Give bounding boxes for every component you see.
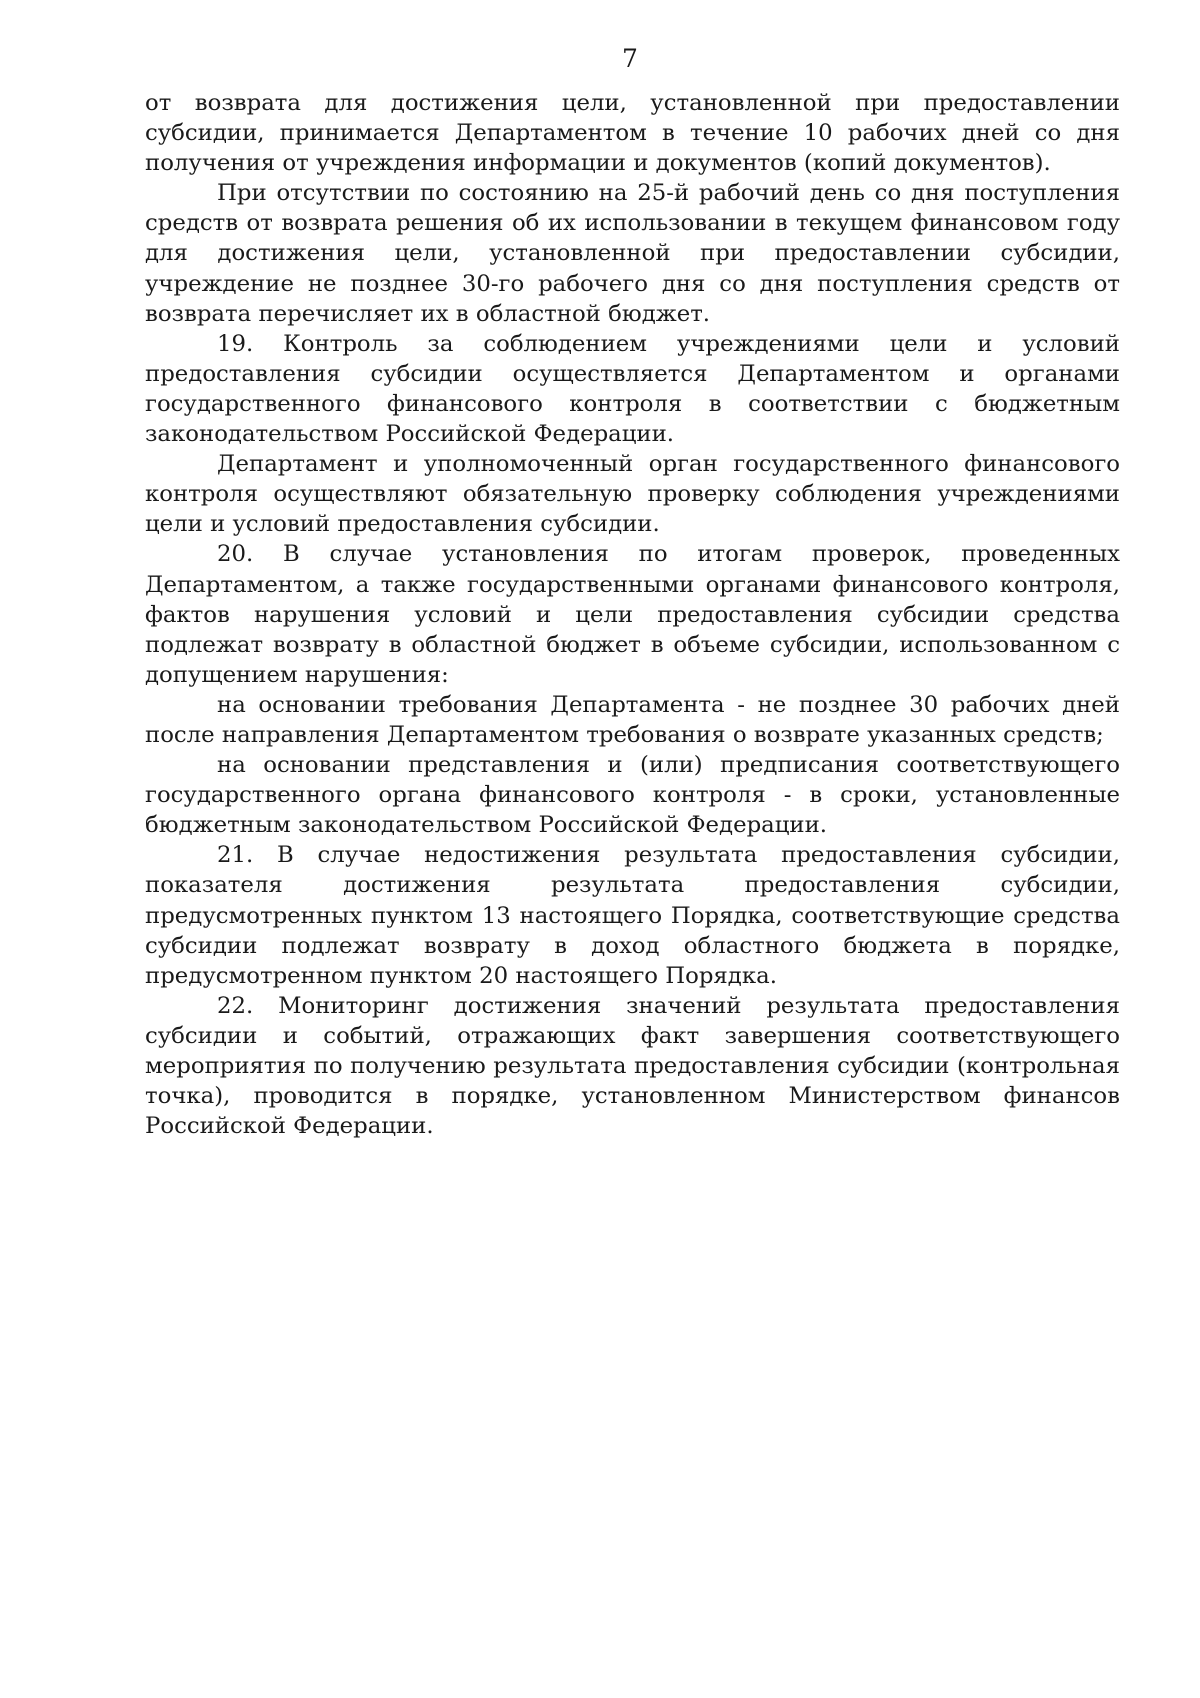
paragraph: на основании требования Департамента - не позднее 30 рабочих дней после направления Департаментом требования о возврате указанных средств;	[145, 691, 1120, 748]
paragraph: При отсутствии по состоянию на 25-й рабочий день со дня поступления средств от возврата решения об их использовании в текущем финансовом году для достижения цели, установленной при предоставлении субсидии, учреждение не позднее 30-го рабочего дня со дня поступления средств от возврата перечисляет их в областной бюджет.	[145, 180, 1120, 327]
paragraph: от возврата для достижения цели, установленной при предоставлении субсидии, принимается Департаментом в течение 10 рабочих дней со дня получения от учреждения информации и документов (копий документов).	[145, 90, 1120, 177]
paragraph-item-21: 21. В случае недостижения результата предоставления субсидии, показателя достижения результата предоставления субсидии, предусмотренных пунктом 13 настоящего Порядка, соответствующие средства субсидии подлежат возврату в доход областного бюджета в порядке, предусмотренном пунктом 20 настоящего Порядка.	[145, 842, 1120, 989]
paragraph-item-19: 19. Контроль за соблюдением учреждениями цели и условий предоставления субсидии осуществляется Департаментом и органами государственного финансового контроля в соответствии с бюджетным законодательством Российской Федерации.	[145, 330, 1120, 448]
paragraph: на основании представления и (или) предписания соответствующего государственного органа финансового контроля - в сроки, установленные бюджетным законодательством Российской Федерации.	[145, 752, 1120, 839]
page-number: 7	[622, 44, 638, 73]
paragraph: Департамент и уполномоченный орган государственного финансового контроля осуществляют обязательную проверку соблюдения учреждениями цели и условий предоставления субсидии.	[145, 451, 1120, 538]
document-body	[145, 88, 1120, 1141]
paragraph-item-20: 20. В случае установления по итогам проверок, проведенных Департаментом, а также государственными органами финансового контроля, фактов нарушения условий и цели предоставления субсидии средства подлежат возврату в областной бюджет в объеме субсидии, использованном с допущением нарушения:	[145, 541, 1120, 688]
paragraph-item-22: 22. Мониторинг достижения значений результата предоставления субсидии и событий, отражающих факт завершения соответствующего мероприятия по получению результата предоставления субсидии (контрольная точка), проводится в порядке, установленном Министерством финансов Российской Федерации.	[145, 992, 1120, 1140]
